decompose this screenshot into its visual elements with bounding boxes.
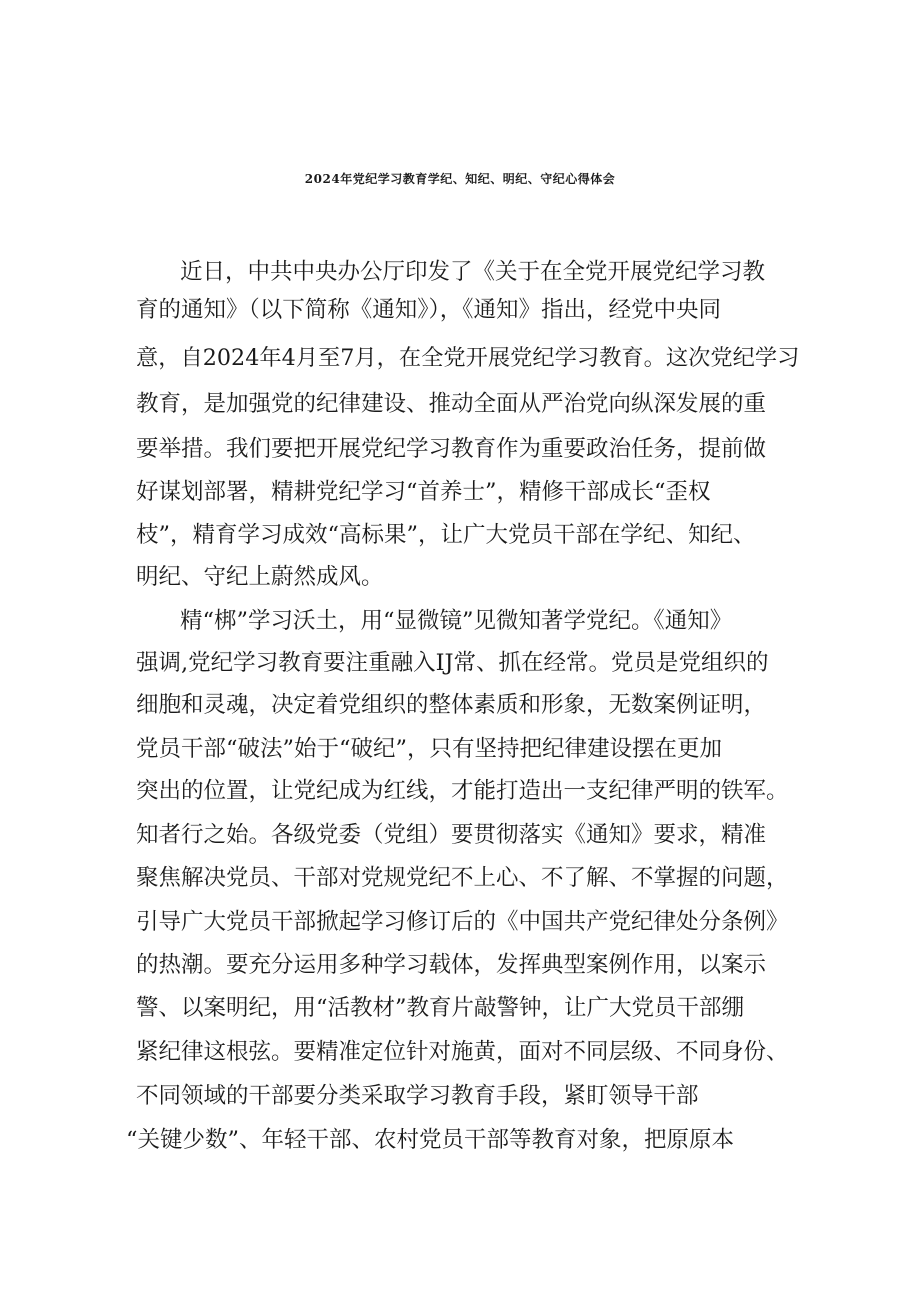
- paragraph-1-line-4: 教育，是加强党的纪律建设、推动全面从严治党向纵深发展的重: [136, 391, 767, 417]
- paragraph-2-line-3: 细胞和灵魂，决定着党组织的整体素质和形象，无数案例证明，: [136, 692, 767, 718]
- paragraph-2-line-12: 不同领域的干部要分类采取学习教育手段，紧盯领导干部: [136, 1083, 699, 1109]
- paragraph-2-line-13: “关键少数”、年轻干部、农村党员干部等教育对象，把原原本: [126, 1127, 735, 1153]
- paragraph-1-line-3: 意，自2024年4月至7月，在全党开展党纪学习教育。这次党纪学习: [136, 345, 800, 371]
- paragraph-2-line-1: 精“梆”学习沃土，用“显微镜”见微知著学党纪。《通知》: [180, 608, 733, 634]
- paragraph-2-line-5: 突出的位置，让党纪成为红线，才能打造出一支纪律严明的铁军。: [136, 778, 789, 804]
- paragraph-2-line-10: 警、以案明纪，用“活教材”教育片敲警钟，让广大党员干部绷: [136, 995, 745, 1021]
- paragraph-1-line-7: 枝”，精育学习成效“高标果”，让广大党员干部在学纪、知纪、: [136, 522, 756, 548]
- paragraph-2-line-9: 的热潮。要充分运用多种学习载体，发挥典型案例作用，以案示: [136, 952, 767, 978]
- paragraph-1-line-8: 明纪、守纪上蔚然成风。: [136, 564, 384, 590]
- paragraph-2-line-7: 聚焦解决党员、干部对党规党纪不上心、不了解、不掌握的问题，: [136, 865, 789, 891]
- paragraph-2-line-6: 知者行之始。各级党委（党组）要贯彻落实《通知》要求，精准: [136, 822, 767, 848]
- paragraph-2-line-8: 引导广大党员干部掀起学习修订后的《中国共产党纪律处分条例》: [136, 909, 789, 935]
- paragraph-1-line-1: 近日，中共中央办公厅印发了《关于在全党开展党纪学习教: [180, 259, 766, 285]
- document-title: 2024年党纪学习教育学纪、知纪、明纪、守纪心得体会: [304, 172, 616, 186]
- paragraph-1-line-6: 好谋划部署，精耕党纪学习“首养士”，精修干部成长“歪权: [136, 479, 711, 505]
- paragraph-1-line-2: 育的通知》（以下简称《通知》），《通知》指出，经党中央同: [136, 297, 722, 323]
- paragraph-1-line-5: 要举措。我们要把开展党纪学习教育作为重要政治任务，提前做: [136, 436, 767, 462]
- paragraph-2-line-4: 党员干部“破法”始于“破纪”，只有坚持把纪律建设摆在更加: [136, 736, 723, 762]
- paragraph-2-line-11: 紧纪律这根弦。要精准定位针对施黄，面对不同层级、不同身份、: [136, 1039, 789, 1065]
- paragraph-2-line-2: 强调,党纪学习教育要注重融入IJ常、抓在经常。党员是党组织的: [136, 650, 769, 676]
